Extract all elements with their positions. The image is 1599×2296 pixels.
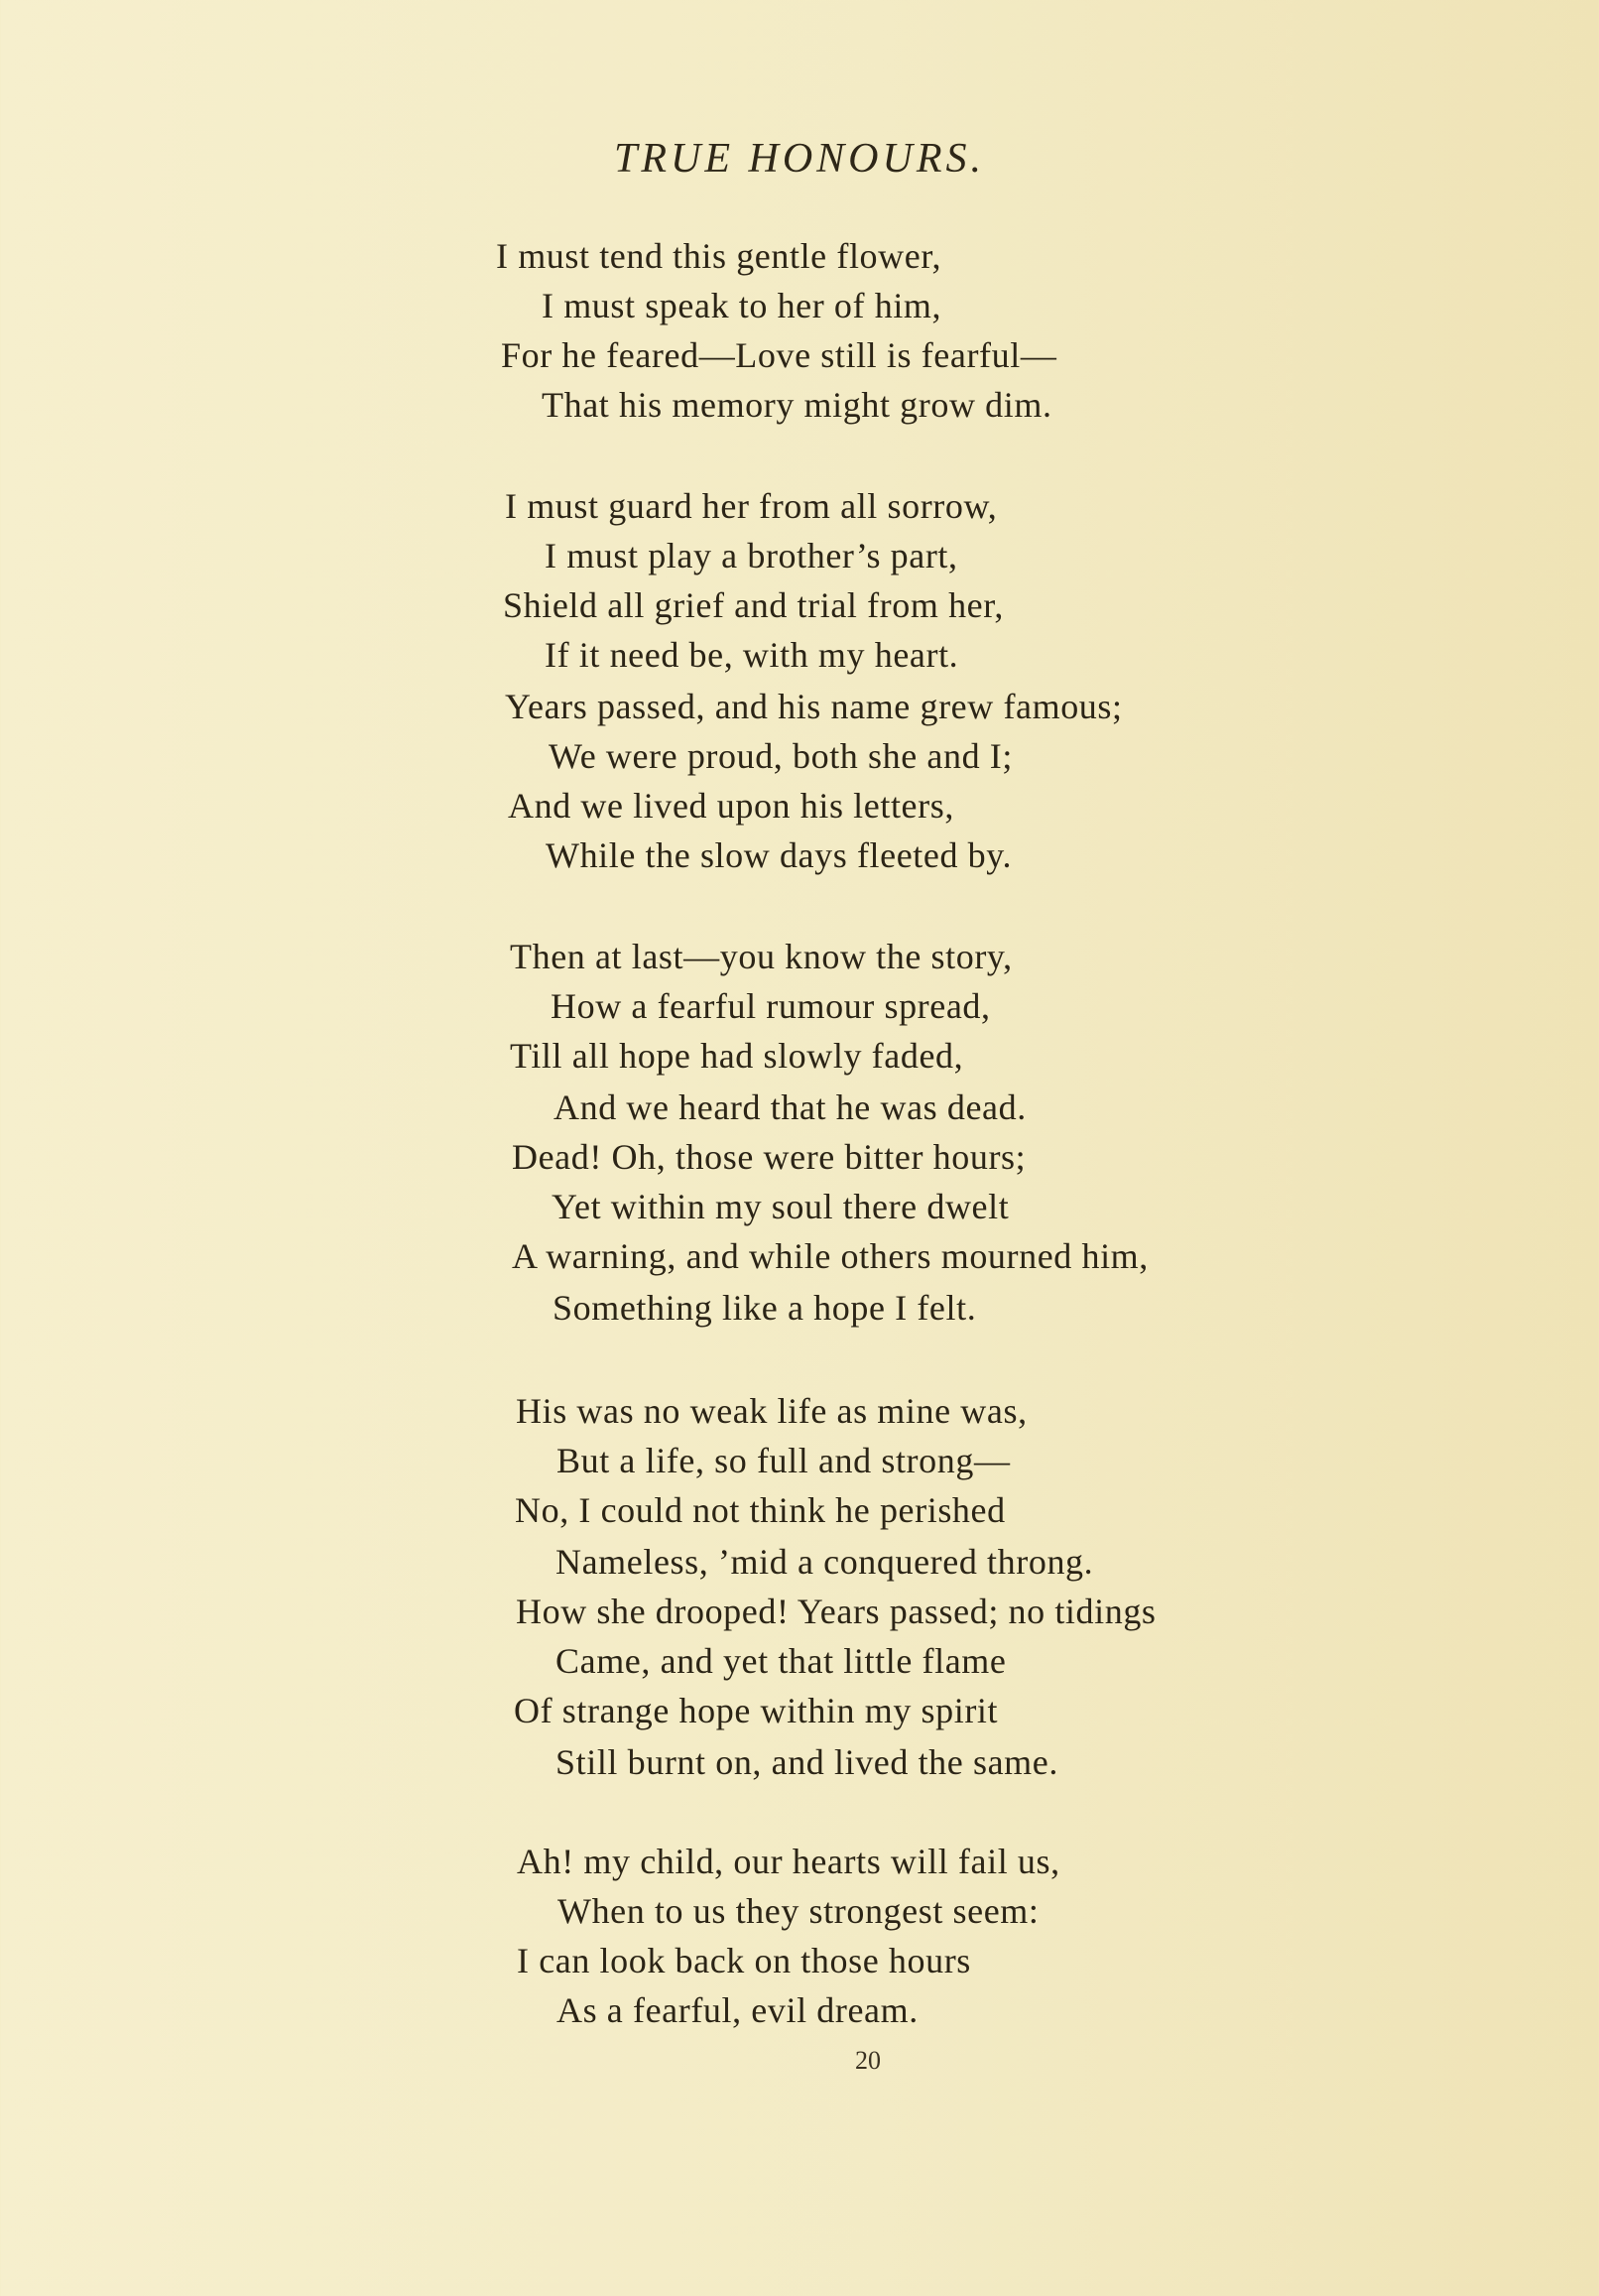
poem-line: No, I could not think he perished	[515, 1490, 1006, 1530]
poem-line: How a fearful rumour spread,	[551, 986, 991, 1026]
poem-line: Shield all grief and trial from her,	[503, 585, 1004, 625]
poem-line: We were proud, both she and I;	[549, 736, 1013, 776]
poem-line: I must guard her from all sorrow,	[505, 486, 998, 526]
poem-line: While the slow days fleeted by.	[546, 835, 1013, 875]
poem-line: When to us they strongest seem:	[557, 1891, 1040, 1931]
poem-line: Dead! Oh, those were bitter hours;	[512, 1137, 1027, 1177]
poem-line: Then at last—you know the story,	[510, 937, 1013, 976]
poem-line: Nameless, ’mid a conquered throng.	[555, 1542, 1094, 1582]
poem-line: Ah! my child, our hearts will fail us,	[517, 1842, 1060, 1881]
poem-line: I must tend this gentle flower,	[496, 236, 942, 276]
poem-line: But a life, so full and strong—	[556, 1441, 1011, 1480]
page-title: TRUE HONOURS.	[614, 136, 985, 182]
poem-line: How she drooped! Years passed; no tidings	[516, 1592, 1157, 1631]
poem-line: As a fearful, evil dream.	[556, 1990, 919, 2030]
poem-line: A warning, and while others mourned him,	[512, 1236, 1149, 1276]
poem-line: Came, and yet that little flame	[555, 1641, 1007, 1681]
poem-line: And we heard that he was dead.	[554, 1087, 1027, 1127]
poem-line: I can look back on those hours	[517, 1941, 971, 1980]
poem-line: And we lived upon his letters,	[508, 786, 954, 826]
poem-line: If it need be, with my heart.	[545, 635, 959, 675]
poem-line: Still burnt on, and lived the same.	[555, 1742, 1058, 1782]
poem-line: I must speak to her of him,	[542, 286, 942, 325]
poem-line: His was no weak life as mine was,	[516, 1391, 1028, 1431]
poem-line: That his memory might grow dim.	[542, 385, 1052, 425]
poem-line: Of strange hope within my spirit	[514, 1691, 999, 1730]
poem-line: Yet within my soul there dwelt	[552, 1187, 1010, 1226]
page-number: 20	[855, 2046, 881, 2075]
poem-line: Till all hope had slowly faded,	[510, 1036, 964, 1076]
poem-line: For he feared—Love still is fearful—	[501, 335, 1057, 375]
poem-line: Years passed, and his name grew famous;	[505, 687, 1123, 726]
poem-line: I must play a brother’s part,	[545, 536, 958, 575]
poem-line: Something like a hope I felt.	[553, 1288, 977, 1328]
